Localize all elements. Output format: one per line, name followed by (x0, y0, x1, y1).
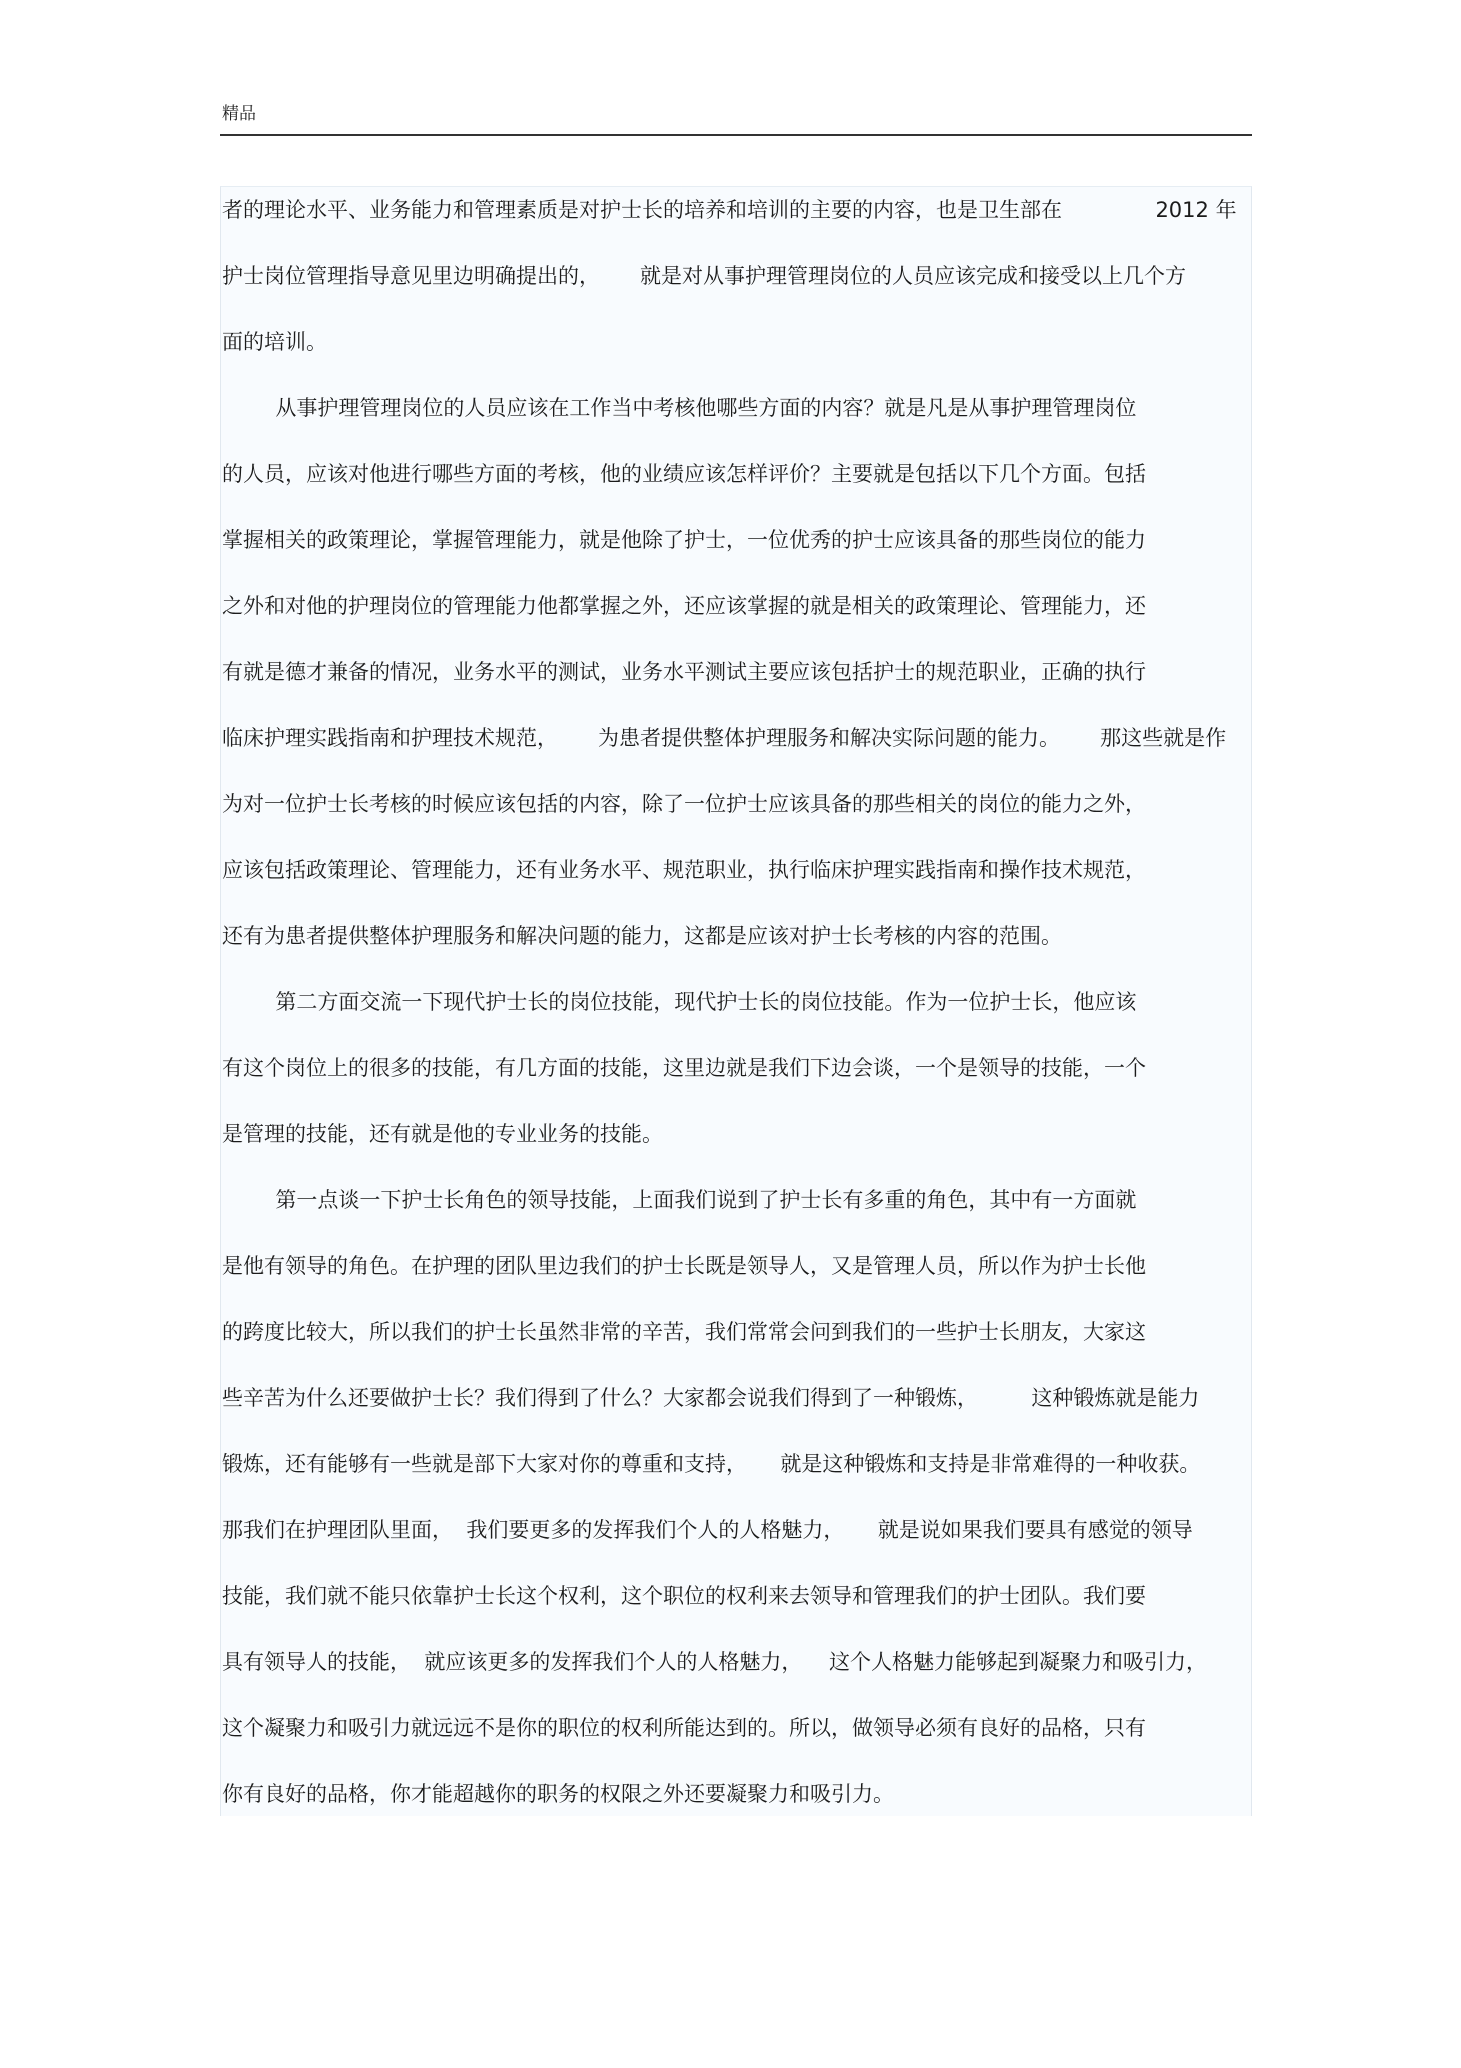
text-line: 护士岗位管理指导意见里边明确提出的， 就是对从事护理管理岗位的人员应该完成和接受以上几个方 (222, 264, 1187, 288)
text-line: 些辛苦为什么还要做护士长？我们得到了什么？大家都会说我们得到了一种锻炼， 这种锻炼就是能力 (222, 1386, 1200, 1410)
text-line: 是他有领导的角色。在护理的团队里边我们的护士长既是领导人，又是管理人员，所以作为护士长他 (222, 1254, 1146, 1278)
text-line: 还有为患者提供整体护理服务和解决问题的能力，这都是应该对护士长考核的内容的范围。 (222, 924, 1062, 948)
text-line: 之外和对他的护理岗位的管理能力他都掌握之外，还应该掌握的就是相关的政策理论、管理能力，还 (222, 594, 1146, 618)
text-line: 有就是德才兼备的情况，业务水平的测试，业务水平测试主要应该包括护士的规范职业，正确的执行 (222, 660, 1146, 684)
text-line: 有这个岗位上的很多的技能，有几方面的技能，这里边就是我们下边会谈，一个是领导的技能，一个 (222, 1056, 1146, 1080)
text-line: 技能，我们就不能只依靠护士长这个权利，这个职位的权利来去领导和管理我们的护士团队。我们要 (222, 1584, 1146, 1608)
text-line: 的人员，应该对他进行哪些方面的考核，他的业绩应该怎样评价？主要就是包括以下几个方面。包括 (222, 462, 1146, 486)
text-line: 锻炼，还有能够有一些就是部下大家对你的尊重和支持， 就是这种锻炼和支持是非常难得的一种收获。 (222, 1452, 1201, 1476)
text-line: 是管理的技能，还有就是他的专业业务的技能。 (222, 1122, 663, 1146)
text-line: 具有领导人的技能， 就应该更多的发挥我们个人的人格魅力， 这个人格魅力能够起到凝聚力和吸引力， (222, 1650, 1208, 1674)
text-line: 为对一位护士长考核的时候应该包括的内容，除了一位护士应该具备的那些相关的岗位的能力之外， (222, 792, 1146, 816)
text-line: 应该包括政策理论、管理能力，还有业务水平、规范职业，执行临床护理实践指南和操作技术规范， (222, 858, 1146, 882)
text-line: 面的培训。 (222, 330, 327, 354)
text-line: 从事护理管理岗位的人员应该在工作当中考核他哪些方面的内容？就是凡是从事护理管理岗位 (222, 396, 1137, 420)
text-line: 者的理论水平、业务能力和管理素质是对护士长的培养和培训的主要的内容，也是卫生部在 2012 年 (222, 198, 1237, 222)
text-line: 那我们在护理团队里面， 我们要更多的发挥我们个人的人格魅力， 就是说如果我们要具有感觉的领导 (222, 1518, 1193, 1542)
text-line: 第一点谈一下护士长角色的领导技能，上面我们说到了护士长有多重的角色，其中有一方面就 (222, 1188, 1137, 1212)
text-line: 你有良好的品格，你才能超越你的职务的权限之外还要凝聚力和吸引力。 (222, 1782, 894, 1806)
text-line: 临床护理实践指南和护理技术规范， 为患者提供整体护理服务和解决实际问题的能力。 那这些就是作 (222, 726, 1227, 750)
text-line: 的跨度比较大，所以我们的护士长虽然非常的辛苦，我们常常会问到我们的一些护士长朋友，大家这 (222, 1320, 1146, 1344)
header-divider (220, 134, 1252, 136)
text-line: 这个凝聚力和吸引力就远远不是你的职位的权利所能达到的。所以，做领导必须有良好的品格，只有 (222, 1716, 1146, 1740)
page-header-label: 精品 (222, 104, 256, 124)
text-line: 第二方面交流一下现代护士长的岗位技能，现代护士长的岗位技能。作为一位护士长，他应该 (222, 990, 1137, 1014)
text-line: 掌握相关的政策理论，掌握管理能力，就是他除了护士，一位优秀的护士应该具备的那些岗位的能力 (222, 528, 1146, 552)
